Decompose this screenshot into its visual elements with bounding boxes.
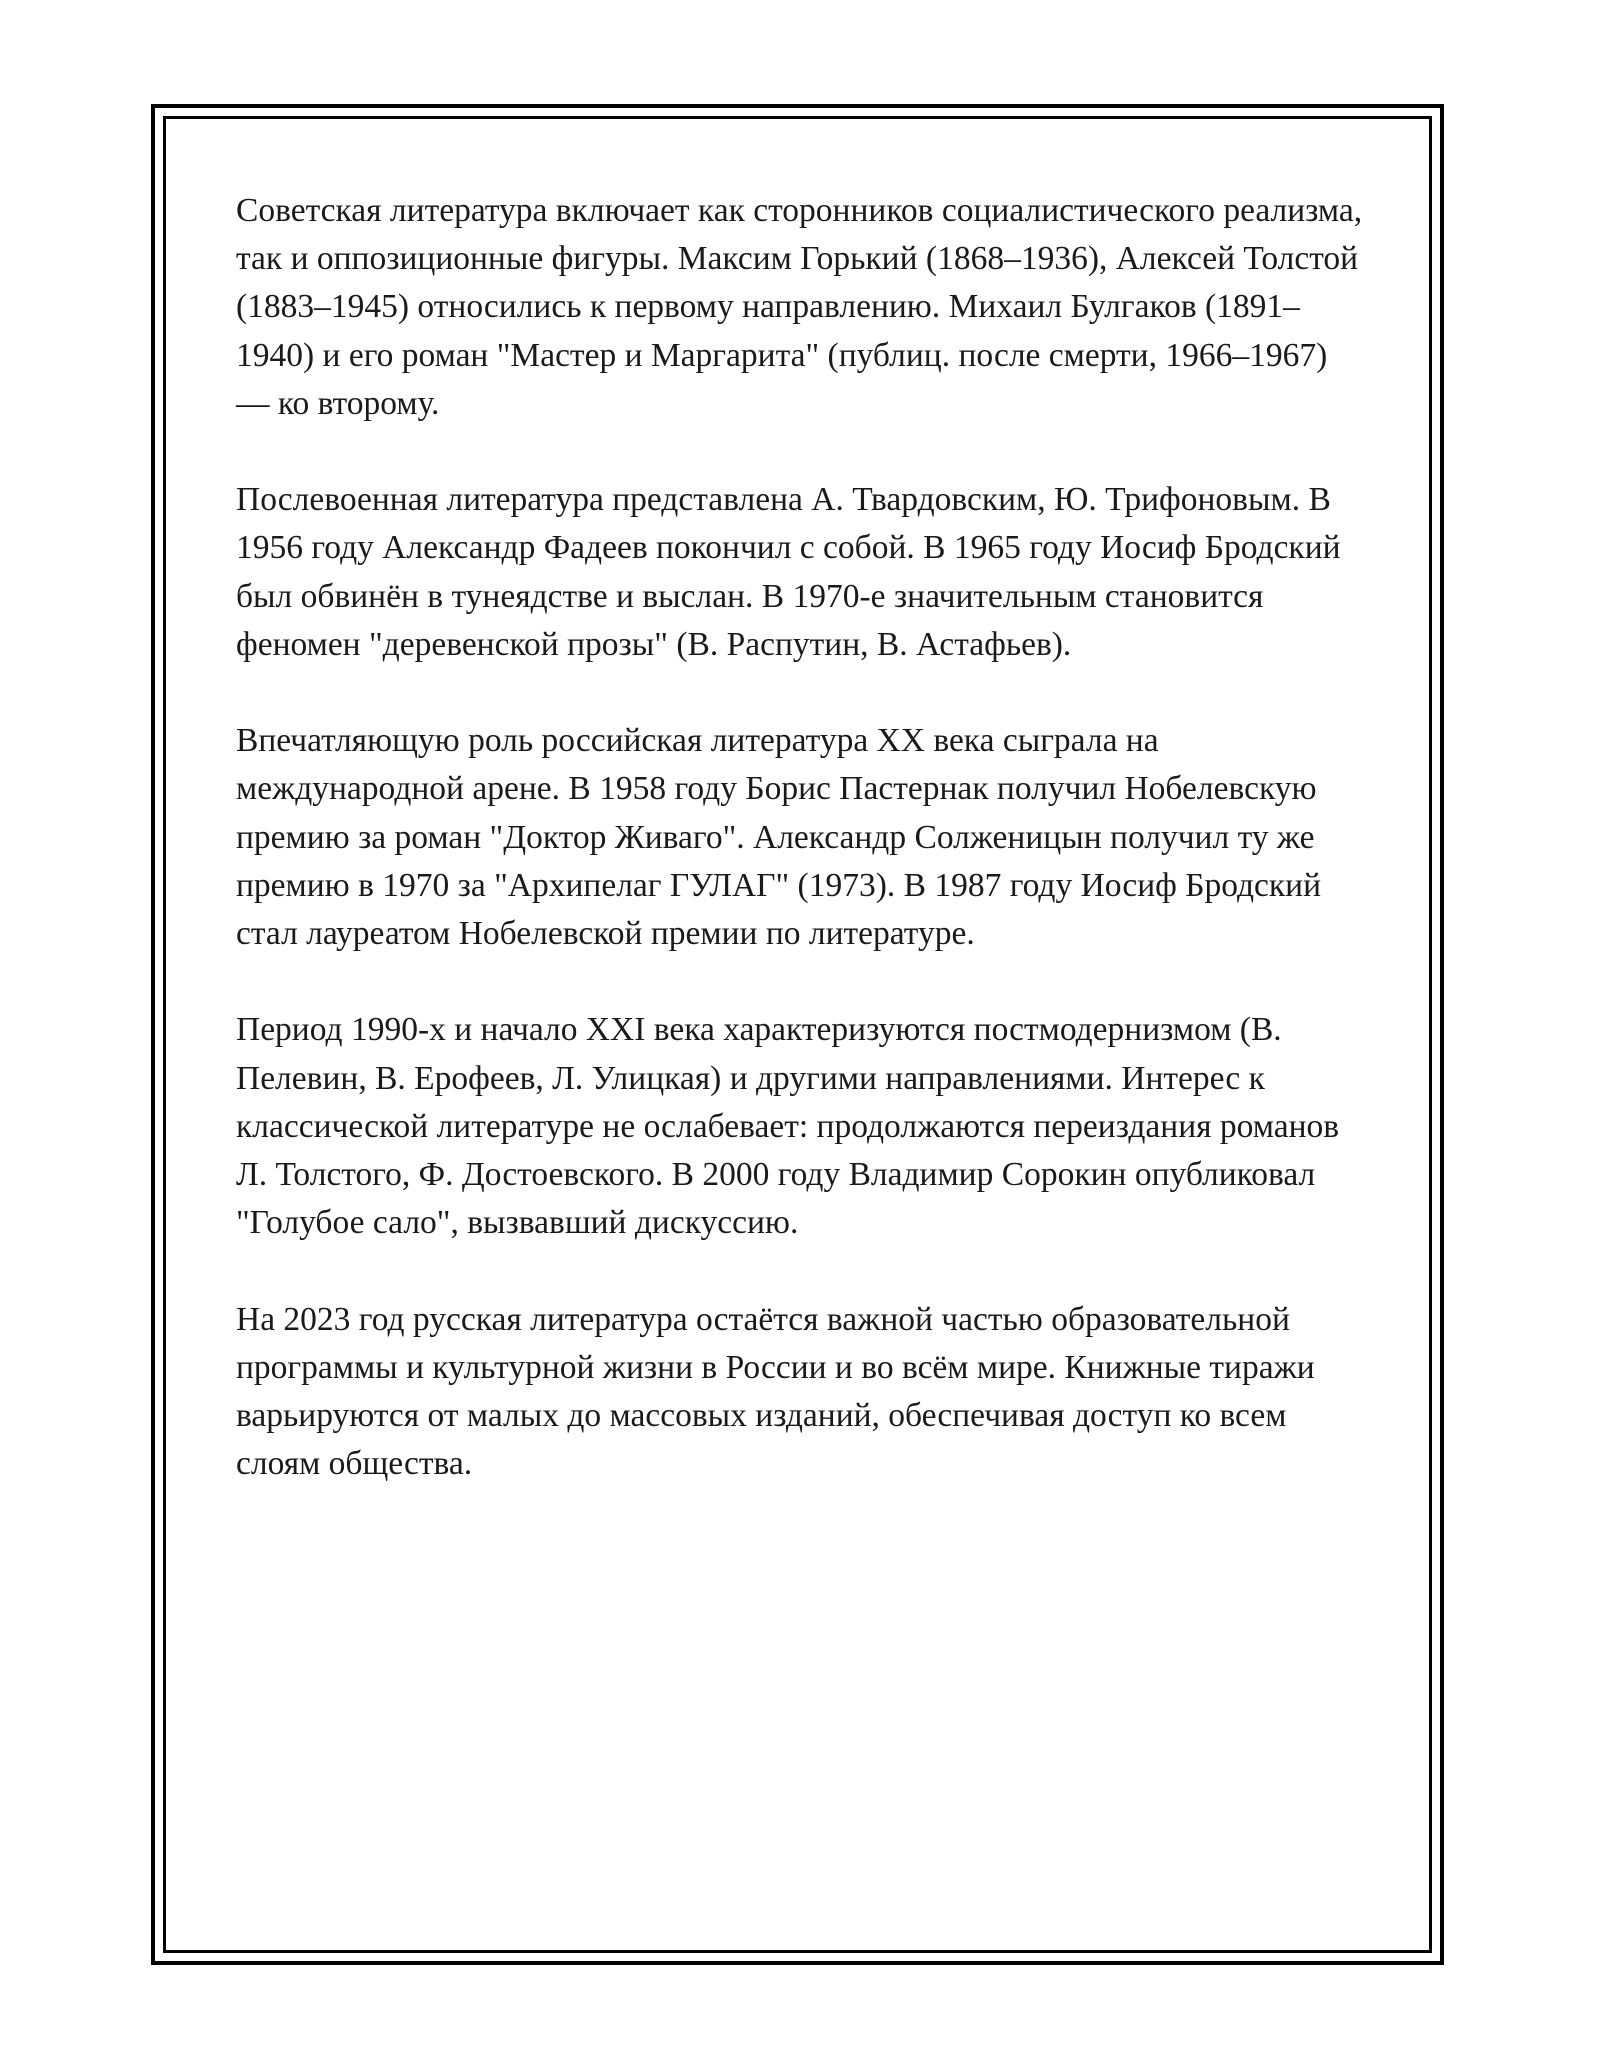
paragraph-soviet-literature: Советская литература включает как сторонников социалистического реализма, так и оппозиционные фигуры. Максим Горький (1868–1936), Алексей Толстой (1883–1945) относились к первому направлению. Михаил Булгаков (1891–1940) и его роман "Мастер и Маргарита" (публиц. после смерти, 1966–1967) — ко второму.: [236, 192, 1363, 422]
paragraph-postmodernism: Период 1990-х и начало XXI века характеризуются постмодернизмом (В. Пелевин, В. Ерофеев, Л. Улицкая) и другими направлениями. Интерес к классической литературе не ослабевает: продолжаются переиздания романов Л. Толстого, Ф. Достоевского. В 2000 году Владимир Сорокин опубликовал "Голубое сало", вызвавший дискуссию.: [236, 1011, 1340, 1242]
document-body: [236, 187, 1366, 1537]
paragraph-present-day: На 2023 год русская литература остаётся важной частью образовательной программы и культурной жизни в России и во всём мире. Книжные тиражи варьируются от малых до массовых изданий, обеспечивая доступ ко всем слоям общества.: [236, 1300, 1315, 1483]
paragraph-postwar-literature: Послевоенная литература представлена А. Твардовским, Ю. Трифоновым. В 1956 году Александр Фадеев покончил с собой. В 1965 году Иосиф Бродский был обвинён в тунеядстве и выслан. В 1970-е значительным становится феномен "деревенской прозы" (В. Распутин, В. Астафьев).: [236, 481, 1341, 663]
paragraph-international-recognition: Впечатляющую роль российская литература XX века сыграла на международной арене. В 1958 году Борис Пастернак получил Нобелевскую премию за роман "Доктор Живаго". Александр Солженицын получил ту же премию в 1970 за "Архипелаг ГУЛАГ" (1973). В 1987 году Иосиф Бродский стал лауреатом Нобелевской премии по литературе.: [236, 722, 1322, 953]
